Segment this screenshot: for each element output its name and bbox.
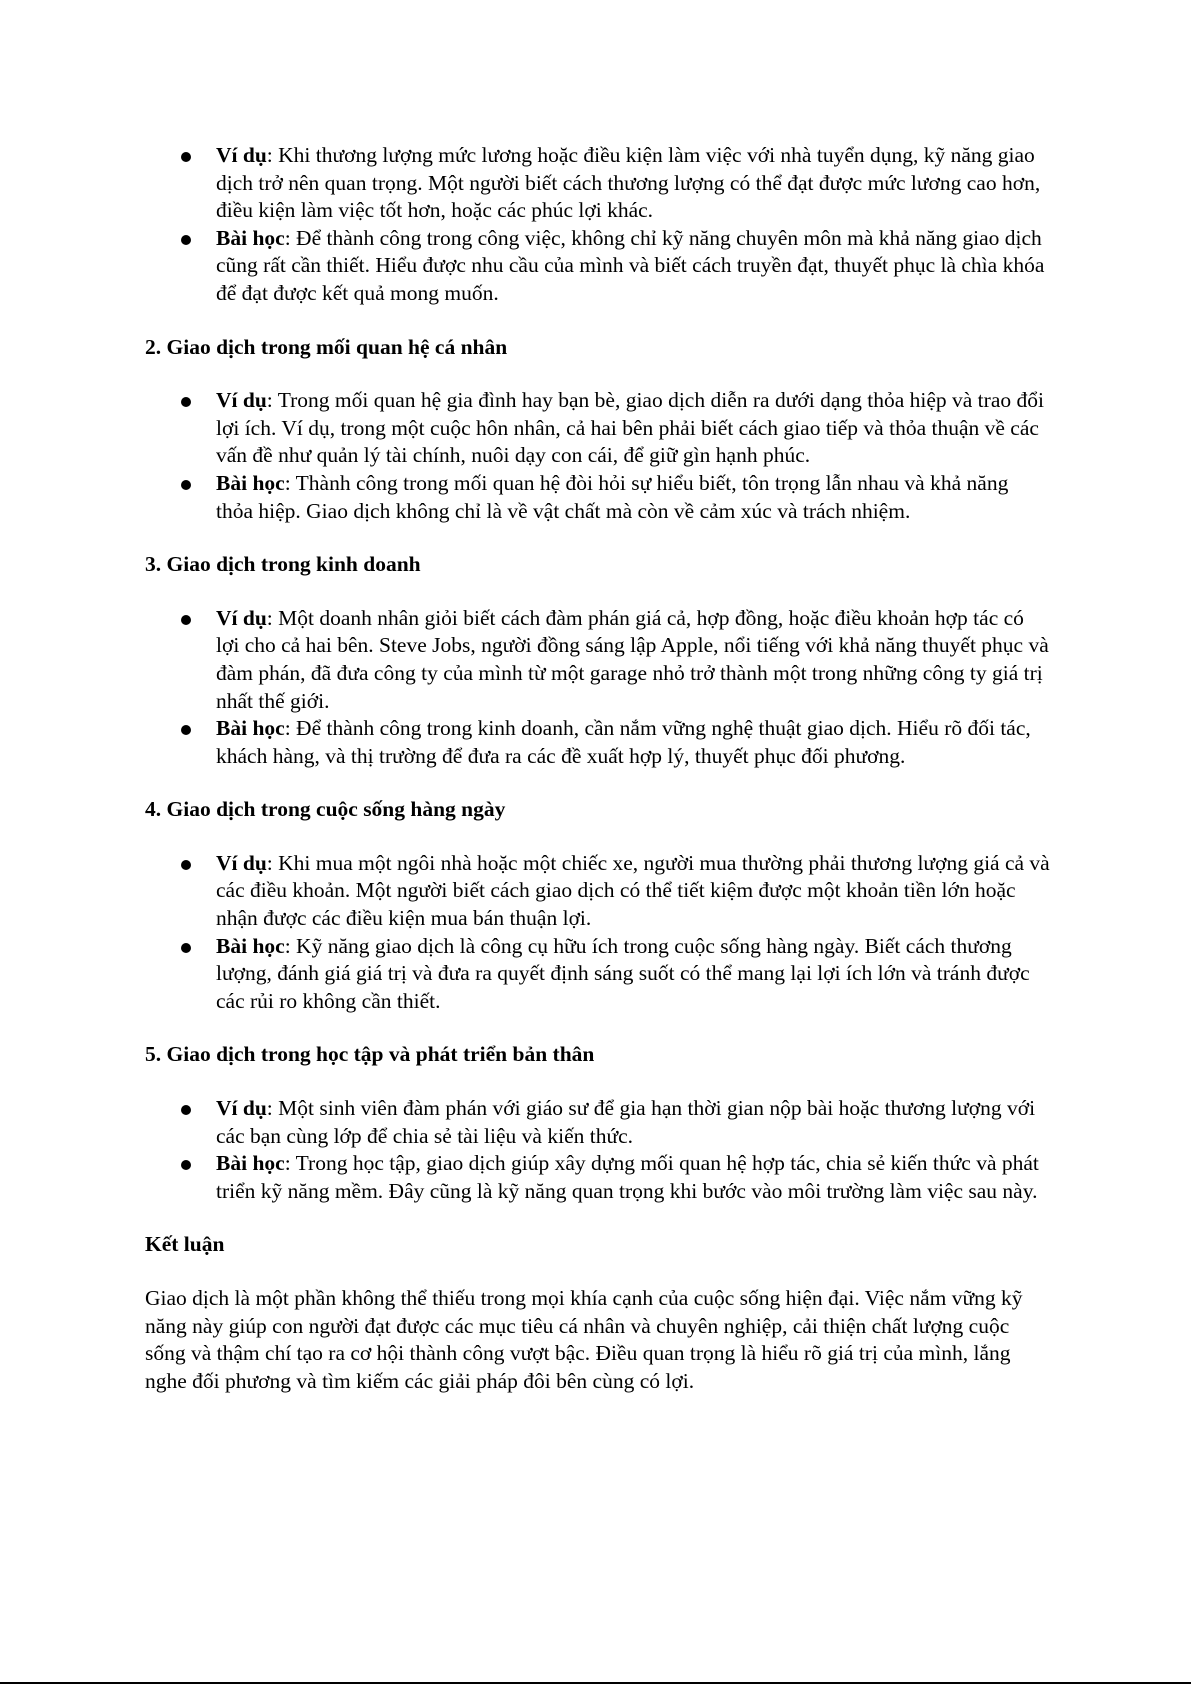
page-bottom-rule [0,1682,1191,1684]
bullet-text: : Một sinh viên đàm phán với giáo sư để gia hạn thời gian nộp bài hoặc thương lượng với các bạn cùng lớp để chia sẻ tài liệu và kiến thức. [216,1096,1036,1148]
bullet-term: Bài học [216,716,285,741]
list-item [216,850,1050,933]
section-bullet-list [145,850,1050,1016]
section-heading: 2. Giao dịch trong mối quan hệ cá nhân [145,334,508,359]
bullet-text: : Thành công trong mối quan hệ đòi hỏi sự hiểu biết, tôn trọng lẫn nhau và khả năng thỏa hiệp. Giao dịch không chỉ là về vật chất mà còn về cảm xúc và trách nhiệm. [216,470,1009,523]
list-item [216,387,1050,470]
bullet-term: Ví dụ [216,605,267,630]
section-heading: 3. Giao dịch trong kinh doanh [145,552,421,577]
bullet-text: : Để thành công trong công việc, không chỉ kỹ năng chuyên môn mà khả năng giao dịch cũng rất cần thiết. Hiểu được nhu cầu của mình và biết cách truyền đạt, thuyết phục là chìa khóa để đạt được kết quả mong muốn. [216,225,1045,305]
bullet-text: : Khi mua một ngôi nhà hoặc một chiếc xe, người mua thường phải thương lượng giá cả và các điều khoản. Một người biết cách giao dịch có thể tiết kiệm được một khoản tiền lớn hoặc nhận được các điều kiện mua bán thuận lợi. [216,850,1050,931]
bullet-term: Ví dụ [216,1096,267,1121]
bullet-term: Bài học [216,225,285,250]
section-heading: 4. Giao dịch trong cuộc sống hàng ngày [145,797,506,822]
bullet-text: : Một doanh nhân giỏi biết cách đàm phán giá cả, hợp đồng, hoặc điều khoản hợp tác có lợi cho cả hai bên. Steve Jobs, người đồng sáng lập Apple, nổi tiếng với khả năng thuyết phục và đàm phán, đã đưa công ty của mình từ một garage nhỏ trở thành một trong những công ty giá trị nhất thế giới. [216,605,1049,713]
bullet-text: : Trong mối quan hệ gia đình hay bạn bè, giao dịch diễn ra dưới dạng thỏa hiệp và trao đổi lợi ích. Ví dụ, trong một cuộc hôn nhân, cả hai bên phải biết cách giao tiếp và thỏa thuận về các vấn đề như quản lý tài chính, nuôi dạy con cái, để giữ gìn hạnh phúc. [216,388,1044,468]
list-item [216,225,1050,308]
bullet-text: : Khi thương lượng mức lương hoặc điều kiện làm việc với nhà tuyển dụng, kỹ năng giao dịch trở nên quan trọng. Một người biết cách thương lượng có thể đạt được mức lương cao hơn, điều kiện làm việc tốt hơn, hoặc các phúc lợi khác. [216,143,1041,223]
bullet-term: Ví dụ [216,143,267,167]
document-page [145,142,1050,1395]
bullet-text: : Trong học tập, giao dịch giúp xây dựng mối quan hệ hợp tác, chia sẻ kiến thức và phát triển kỹ năng mềm. Đây cũng là kỹ năng quan trọng khi bước vào môi trường làm việc sau này. [216,1151,1039,1203]
section-heading: 5. Giao dịch trong học tập và phát triển bản thân [145,1042,595,1067]
bullet-term: Bài học [216,470,285,495]
list-item [216,1150,1050,1205]
conclusion-heading: Kết luận [145,1232,225,1257]
conclusion-paragraph: Giao dịch là một phần không thể thiếu trong mọi khía cạnh của cuộc sống hiện đại. Việc nắm vững kỹ năng này giúp con người đạt được các mục tiêu cá nhân và chuyên nghiệp, cải thiện chất lượng cuộc sống và thậm chí tạo ra cơ hội thành công vượt bậc. Điều quan trọng là hiểu rõ giá trị của mình, lắng nghe đối phương và tìm kiếm các giải pháp đôi bên cùng có lợi. [145,1286,1023,1393]
list-item [216,470,1050,525]
section-bullet-list [145,387,1050,525]
list-item [216,1095,1050,1150]
section-bullet-list [145,605,1050,771]
bullet-term: Bài học [216,933,285,958]
list-item [216,142,1050,225]
bullet-term: Ví dụ [216,388,267,413]
bullet-term: Bài học [216,1151,285,1176]
list-item [216,715,1050,770]
list-item [216,933,1050,1016]
bullet-text: : Kỹ năng giao dịch là công cụ hữu ích trong cuộc sống hàng ngày. Biết cách thương lượng, đánh giá giá trị và đưa ra quyết định sáng suốt có thể mang lại lợi ích lớn và tránh được các rủi ro không cần thiết. [216,933,1030,1013]
bullet-term: Ví dụ [216,850,267,875]
bullet-text: : Để thành công trong kinh doanh, cần nắm vững nghệ thuật giao dịch. Hiểu rõ đối tác, khách hàng, và thị trường để đưa ra các đề xuất hợp lý, thuyết phục đối phương. [216,716,1031,768]
section-bullet-list [145,1095,1050,1205]
intro-bullet-list [145,142,1050,308]
list-item [216,605,1050,715]
